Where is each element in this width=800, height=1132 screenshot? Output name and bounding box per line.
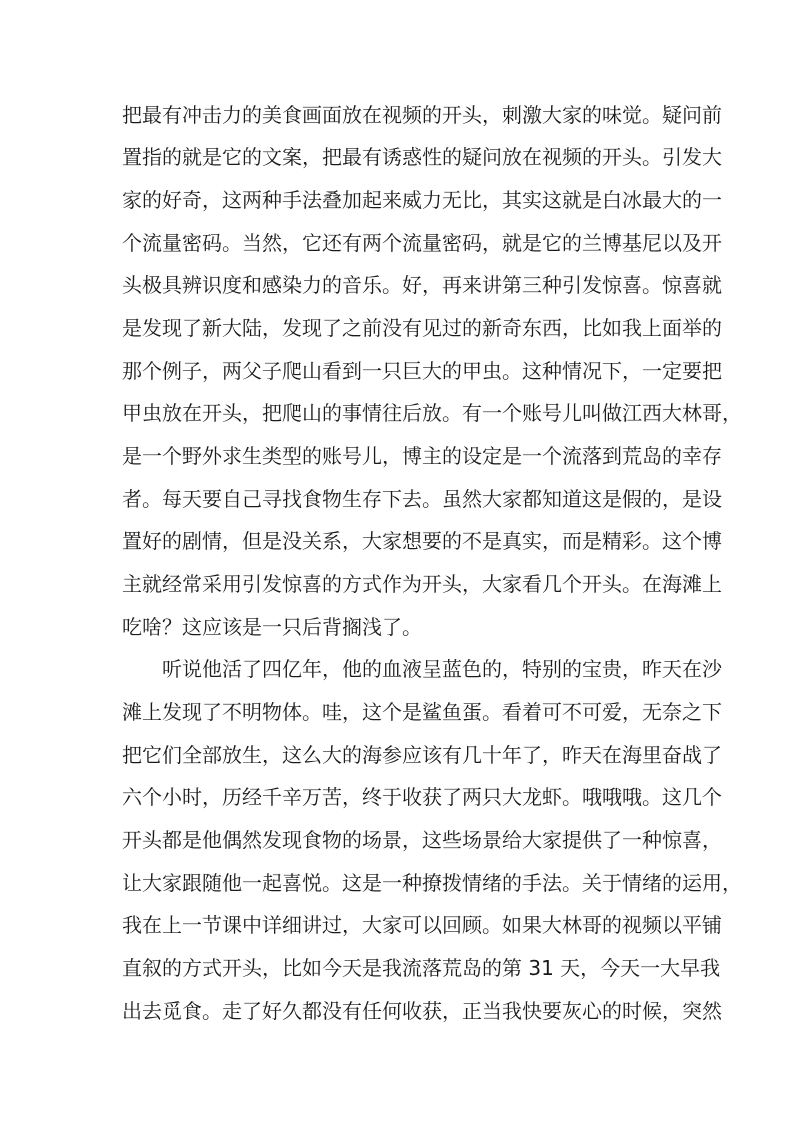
text-line: 直叙的方式开头，比如今天是我流落荒岛的第 31 天，今天一大早我 (122, 956, 721, 980)
text-line: 开头都是他偶然发现食物的场景，这些场景给大家提供了一种惊喜， (122, 828, 722, 852)
text-line: 家的好奇，这两种手法叠加起来威力无比，其实这就是白冰最大的一 (122, 188, 722, 212)
text-line: 置好的剧情，但是没关系，大家想要的不是真实，而是精彩。这个博 (122, 529, 722, 553)
text-line: 是发现了新大陆，发现了之前没有见过的新奇东西，比如我上面举的 (122, 316, 722, 340)
text-line: 是一个野外求生类型的账号儿，博主的设定是一个流落到荒岛的幸存 (122, 444, 722, 468)
text-line: 我在上一节课中详细讲过，大家可以回顾。如果大林哥的视频以平铺 (122, 913, 722, 937)
text-line: 六个小时，历经千辛万苦，终于收获了两只大龙虾。哦哦哦。这几个 (122, 785, 722, 809)
text-line: 主就经常采用引发惊喜的方式作为开头，大家看几个开头。在海滩上 (122, 572, 722, 596)
text-line: 者。每天要自己寻找食物生存下去。虽然大家都知道这是假的，是设 (122, 487, 722, 511)
text-line: 那个例子，两父子爬山看到一只巨大的甲虫。这种情况下，一定要把 (122, 359, 722, 383)
paragraph-last-line: 吃啥？这应该是一只后背搁浅了。 (122, 615, 422, 639)
text-line: 出去觅食。走了好久都没有任何收获，正当我快要灰心的时候，突然 (122, 999, 722, 1023)
text-line: 个流量密码。当然，它还有两个流量密码，就是它的兰博基尼以及开 (122, 231, 722, 255)
text-line: 让大家跟随他一起喜悦。这是一种撩拨情绪的手法。关于情绪的运用， (122, 871, 742, 895)
text-line: 甲虫放在开头，把爬山的事情往后放。有一个账号儿叫做江西大林哥， (122, 401, 742, 425)
text-line: 把最有冲击力的美食画面放在视频的开头，刺激大家的味觉。疑问前 (122, 103, 722, 127)
text-line: 滩上发现了不明物体。哇，这个是鲨鱼蛋。看着可不可爱，无奈之下 (122, 700, 722, 724)
paragraph-first-line: 听说他活了四亿年，他的血液呈蓝色的，特别的宝贵，昨天在沙 (162, 657, 722, 681)
text-line: 置指的就是它的文案，把最有诱惑性的疑问放在视频的开头。引发大 (122, 145, 722, 169)
text-line: 把它们全部放生，这么大的海参应该有几十年了，昨天在海里奋战了 (122, 743, 722, 767)
text-line: 头极具辨识度和感染力的音乐。好，再来讲第三种引发惊喜。惊喜就 (122, 273, 722, 297)
